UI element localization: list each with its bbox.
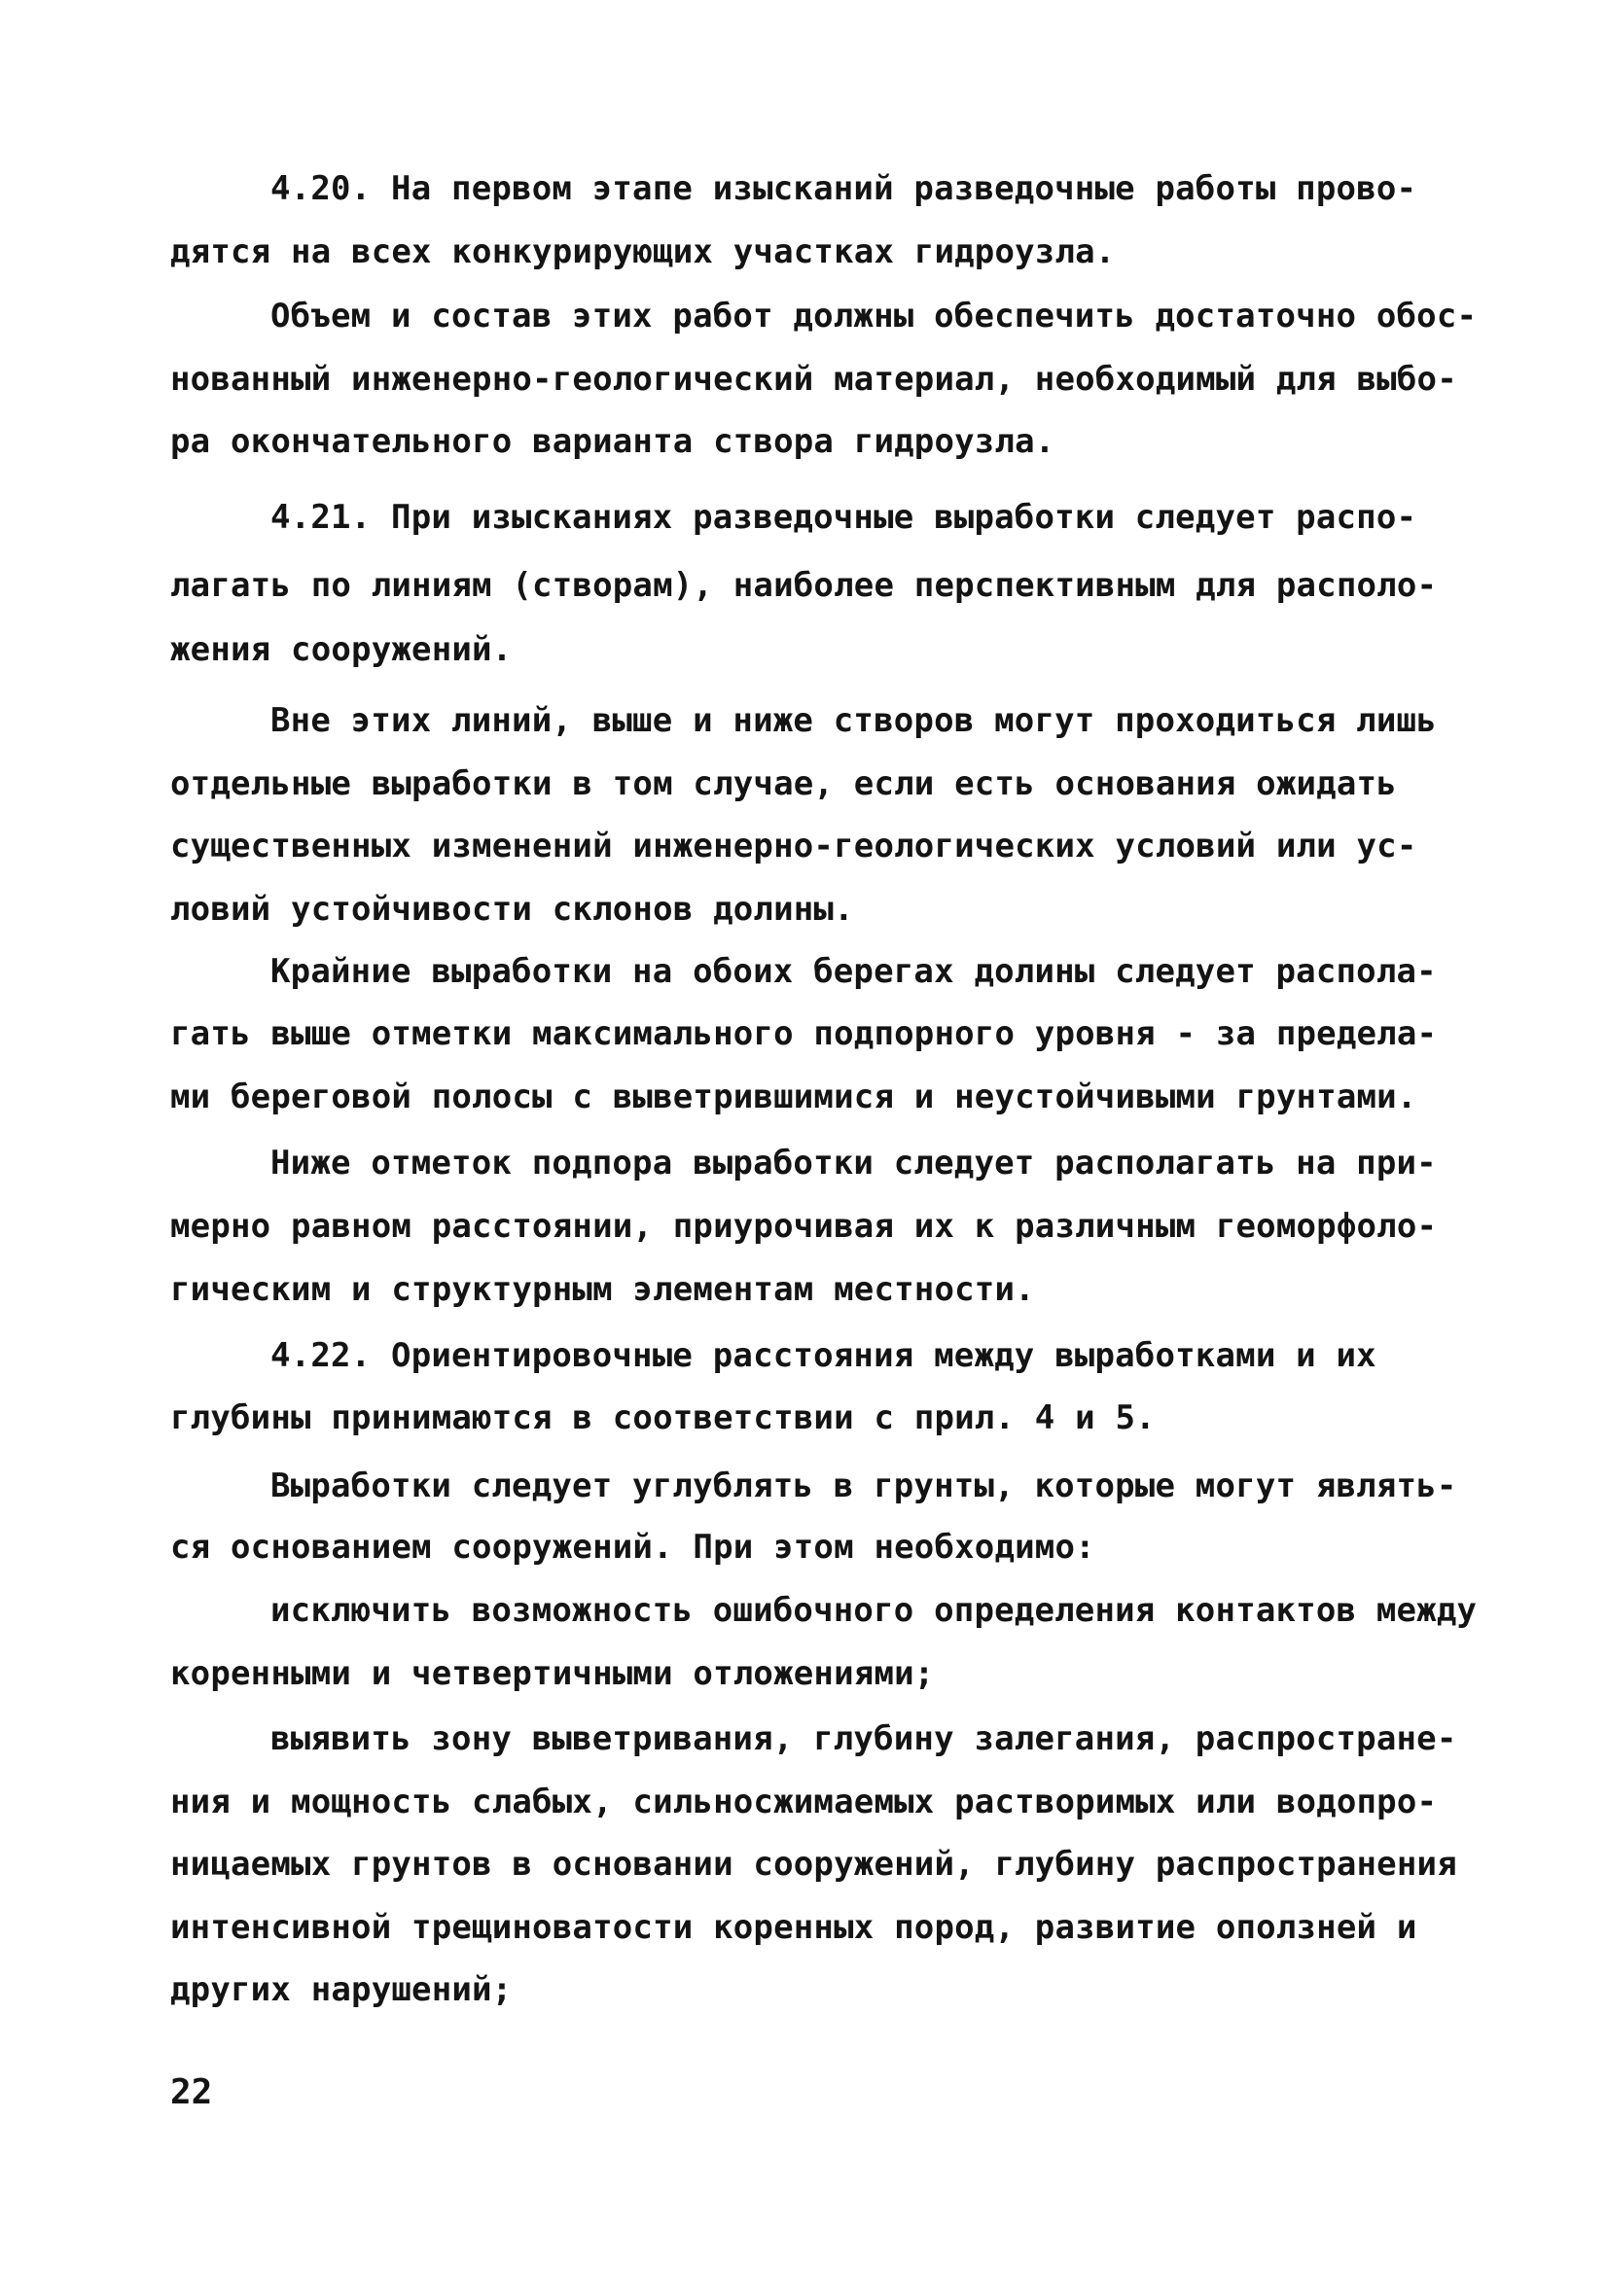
text-line: 4.20. На первом этапе изысканий разведочные работы прово- (270, 169, 1417, 208)
text-line: ницаемых грунтов в основании сооружений, глубину распространения (170, 1845, 1457, 1884)
text-line: мерно равном расстоянии, приурочивая их к различным геоморфоло- (170, 1207, 1438, 1246)
text-line: Объем и состав этих работ должны обеспечить достаточно обос- (270, 297, 1478, 336)
text-line: отдельные выработки в том случае, если есть основания ожидать (170, 764, 1397, 803)
text-line: ловий устойчивости склонов долины. (170, 890, 854, 929)
text-line: исключить возможность ошибочного определения контактов между (270, 1591, 1478, 1630)
text-line: интенсивной трещиноватости коренных пород, развитие оползней и (170, 1908, 1417, 1947)
text-line: Вне этих линий, выше и ниже створов могут проходиться лишь (270, 701, 1437, 740)
text-line: ми береговой полосы с выветрившимися и неустойчивыми грунтами. (170, 1077, 1417, 1116)
text-line: гическим и структурным элементам местности. (170, 1270, 1035, 1309)
text-line: ния и мощность слабых, сильносжимаемых растворимых или водопро- (170, 1783, 1438, 1821)
text-line: Выработки следует углублять в грунты, которые могут являть- (270, 1466, 1457, 1505)
text-line: нованный инженерно-геологический материал, необходимый для выбо- (170, 360, 1457, 399)
text-line: жения сооружений. (170, 630, 513, 669)
text-line: выявить зону выветривания, глубину залегания, распростране- (270, 1719, 1457, 1758)
page-number: 22 (170, 2072, 213, 2112)
text-line: гать выше отметки максимального подпорного уровня - за предела- (170, 1014, 1438, 1053)
text-line: Ниже отметок подпора выработки следует располагать на при- (270, 1144, 1437, 1183)
text-line: других нарушений; (170, 1970, 513, 2009)
text-line: Крайние выработки на обоих берегах долины следует распола- (270, 952, 1437, 991)
text-line: глубины принимаются в соответствии с прил. 4 и 5. (170, 1398, 1156, 1437)
text-line: 4.21. При изысканиях разведочные выработки следует распо- (270, 498, 1417, 537)
text-line: дятся на всех конкурирующих участках гидроузла. (170, 232, 1116, 271)
text-line: лагать по линиям (створам), наиболее перспективным для располо- (170, 566, 1438, 605)
text-line: ся основанием сооружений. При этом необходимо: (170, 1528, 1095, 1567)
text-line: существенных изменений инженерно-геологических условий или ус- (170, 827, 1417, 865)
text-line: коренными и четвертичными отложениями; (170, 1654, 935, 1693)
text-line: 4.22. Ориентировочные расстояния между выработками и их (270, 1336, 1376, 1375)
text-line: ра окончательного варианта створа гидроузла. (170, 422, 1055, 461)
